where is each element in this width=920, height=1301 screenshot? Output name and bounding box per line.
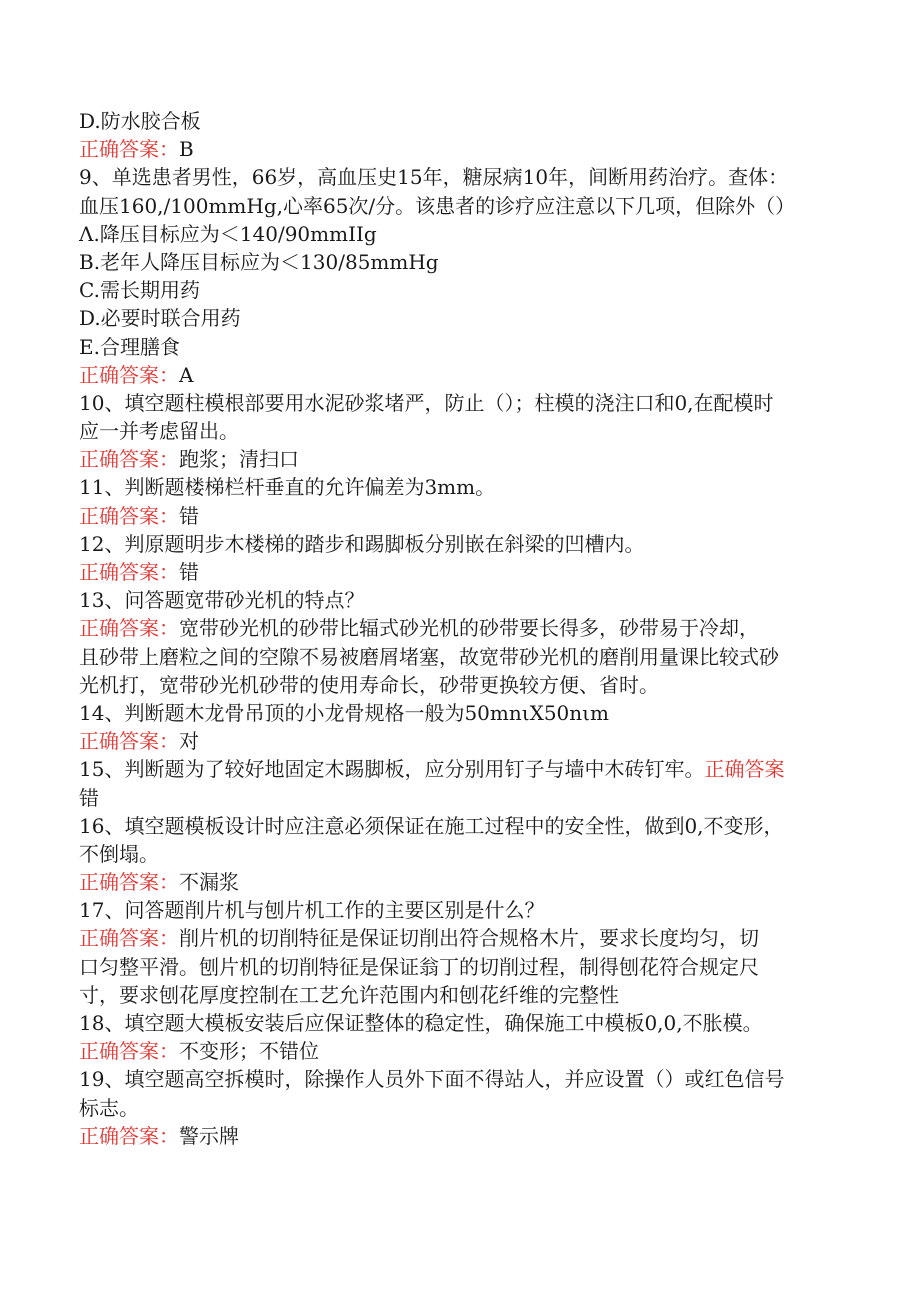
text-line: 光机打，宽带砂光机砂带的使用寿命长，砂带更换较方便、省时。 bbox=[79, 672, 659, 697]
answer-label: 正确答案： bbox=[79, 926, 179, 951]
text-line: 12、判原题明步木楼梯的踏步和踢脚板分别嵌在斜梁的凹槽内。 bbox=[79, 531, 645, 556]
answer-value: 错 bbox=[179, 503, 199, 528]
question-line bbox=[79, 755, 839, 783]
answer-line bbox=[79, 502, 839, 530]
answer-line bbox=[79, 924, 839, 952]
text-line: 且砂带上磨粒之间的空隙不易被磨屑堵塞，故宽带砂光机的磨削用量课比较式砂 bbox=[79, 644, 779, 669]
text-line: 16、填空题模板设计时应注意必须保证在施工过程中的安全性，做到0,不变形， bbox=[79, 813, 784, 838]
answer-line bbox=[79, 1037, 839, 1065]
text-line: 口匀整平滑。刨片机的切削特征是保证翁丁的切削过程，制得刨花符合规定尺 bbox=[79, 954, 759, 979]
text-line: 14、判断题木龙骨吊顶的小龙骨规格一般为50mnιX50nιm bbox=[79, 700, 609, 725]
answer-line bbox=[79, 614, 839, 642]
answer-value: 不变形；不错位 bbox=[179, 1039, 319, 1064]
text-line: 应一并考虑留出。 bbox=[79, 419, 239, 444]
answer-line bbox=[79, 727, 839, 755]
answer-label: 正确答案 bbox=[704, 757, 785, 782]
answer-label: 正确答案： bbox=[79, 560, 179, 584]
text-line: 10、填空题柱模根部要用水泥砂浆堵严，防止（）；柱模的浇注口和0,在配模时 bbox=[79, 390, 774, 415]
answer-value: 宽带砂光机的砂带比辐式砂光机的砂带要长得多，砂带易于冷却， bbox=[179, 616, 759, 641]
answer-value: 错 bbox=[179, 560, 199, 584]
answer-label: 正确答案： bbox=[79, 137, 179, 162]
text-line: E.合理膳食 bbox=[79, 334, 180, 359]
document-page bbox=[79, 107, 839, 1150]
answer-line bbox=[79, 135, 839, 163]
answer-value: 跑浆；清扫口 bbox=[179, 447, 299, 472]
answer-value: 对 bbox=[179, 729, 199, 754]
text-line: 血压160,/100mmHg,心率65次/分。该患者的诊疗应注意以下几项，但除外（） bbox=[79, 193, 796, 218]
answer-label: 正确答案： bbox=[79, 1039, 179, 1064]
text-line: B.老年人降压目标应为＜130/85mmHg bbox=[79, 249, 439, 274]
text-line: 18、填空题大模板安装后应保证整体的稳定性，确保施工中模板0,0,不胀模。 bbox=[79, 1011, 763, 1035]
text-line: 17、问答题削片机与刨片机工作的主要区别是什么？ bbox=[79, 898, 545, 923]
text-line: D.防水胶合板 bbox=[79, 109, 201, 133]
answer-label: 正确答案： bbox=[79, 729, 179, 754]
text-line: 9、单选患者男性，66岁，高血压史15年，糖尿病10年，间断用药治疗。查体： bbox=[79, 165, 789, 190]
text-line: Λ.降压目标应为＜140/90mmIIg bbox=[79, 221, 377, 246]
answer-label: 正确答案： bbox=[79, 1123, 179, 1148]
text-line: 寸，要求刨花厚度控制在工艺允许范围内和刨花纤维的完整性 bbox=[79, 982, 619, 1007]
answer-line bbox=[79, 1122, 839, 1150]
answer-label: 正确答案： bbox=[79, 503, 179, 528]
answer-line bbox=[79, 445, 839, 473]
answer-value: 削片机的切削特征是保证切削出符合规格木片，要求长度均匀，切 bbox=[179, 926, 759, 951]
answer-line bbox=[79, 361, 839, 389]
text-line: 19、填空题高空拆模时，除操作人员外下面不得站人，并应设置（）或红色信号 bbox=[79, 1067, 785, 1092]
text-line: 11、判断题楼梯栏杆垂直的允许偏差为3mm。 bbox=[79, 475, 496, 500]
answer-value: 警示牌 bbox=[179, 1123, 239, 1148]
text-line: C.需长期用药 bbox=[79, 278, 200, 303]
answer-value: B bbox=[179, 137, 194, 162]
answer-line bbox=[79, 558, 839, 586]
answer-label: 正确答案： bbox=[79, 447, 179, 472]
question-text: 15、判断题为了较好地固定木踢脚板，应分别用钉子与墙中木砖钉牢。 bbox=[79, 757, 705, 782]
answer-label: 正确答案： bbox=[79, 870, 179, 895]
text-line: D.必要时联合用药 bbox=[79, 306, 241, 331]
text-line: 不倒塌。 bbox=[79, 841, 159, 866]
text-line: 标志。 bbox=[79, 1095, 139, 1120]
text-line: 13、问答题宽带砂光机的特点？ bbox=[79, 588, 365, 613]
answer-value: 不漏浆 bbox=[179, 870, 239, 895]
text-line: 错 bbox=[79, 785, 99, 810]
answer-label: 正确答案： bbox=[79, 616, 179, 641]
answer-line bbox=[79, 868, 839, 896]
answer-label: 正确答案： bbox=[79, 362, 179, 387]
answer-value: A bbox=[179, 362, 194, 387]
